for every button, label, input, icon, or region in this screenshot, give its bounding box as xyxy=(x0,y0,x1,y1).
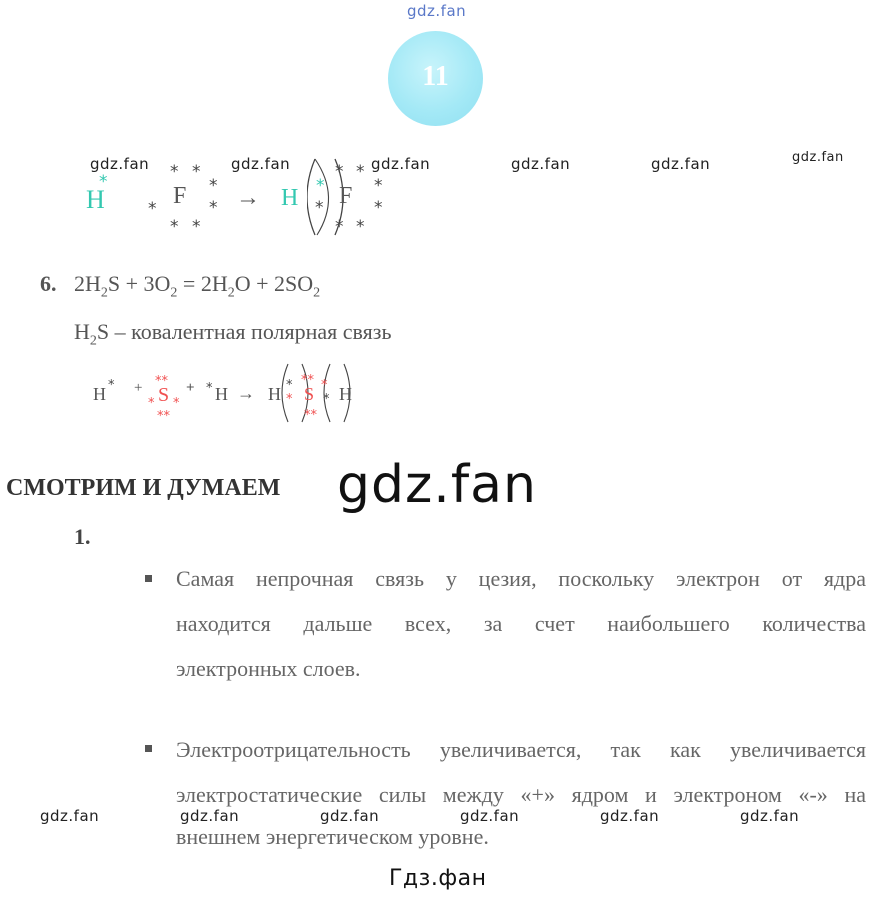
sulfur-electron: * xyxy=(148,396,155,411)
section-heading: СМОТРИМ И ДУМАЕМ xyxy=(6,475,281,501)
hydrogen-electron: * xyxy=(99,172,108,192)
watermark: gdz.fan xyxy=(180,807,240,825)
bullet-marker xyxy=(145,575,152,582)
text-line: внешнем энергетическом уровне. xyxy=(176,824,489,849)
watermark: gdz.fan xyxy=(90,155,150,173)
hydrogen-symbol: H xyxy=(93,384,106,404)
shared-electron: * xyxy=(321,378,328,393)
fluorine-electron: * xyxy=(356,162,365,182)
watermark: gdz.fan xyxy=(792,150,844,165)
watermark: gdz.fan xyxy=(460,807,520,825)
fluorine-electron: * xyxy=(170,217,179,237)
sulfur-electrons: ** xyxy=(304,408,317,423)
arrow: → xyxy=(236,185,260,211)
watermark-top: gdz.fan xyxy=(407,2,467,20)
bond-type-line: $H_2S$ – ковалентная полярная связь xyxy=(74,319,392,349)
plus-sign: + xyxy=(134,380,143,396)
text-line: Самая непрочная связь у цезия, поскольку электрон от ядра xyxy=(176,566,866,591)
watermark: gdz.fan xyxy=(320,807,380,825)
watermark: gdz.fan xyxy=(740,807,800,825)
sulfur-electron: * xyxy=(173,396,180,411)
sulfur-electrons: ** xyxy=(157,409,170,424)
fluorine-electron: * xyxy=(170,162,179,182)
hydrogen-symbol: H xyxy=(215,384,228,404)
page-number: 11 xyxy=(422,61,449,92)
watermark: gdz.fan xyxy=(600,807,660,825)
sulfur-electrons: ** xyxy=(155,374,168,389)
plus-sign: + xyxy=(186,380,195,396)
arrow: → xyxy=(237,383,255,403)
hydrogen-electron: * xyxy=(206,381,213,396)
page-number-badge xyxy=(388,31,483,126)
fluorine-electron: * xyxy=(335,217,344,237)
fluorine-electron: * xyxy=(192,162,201,182)
hydrogen-symbol: H xyxy=(86,185,105,214)
shared-electron: * xyxy=(323,392,330,407)
shared-electron: * xyxy=(286,378,293,393)
watermark: gdz.fan xyxy=(511,155,571,173)
watermark: gdz.fan xyxy=(231,155,291,173)
bullet-marker xyxy=(145,745,152,752)
sulfur-symbol: S xyxy=(304,384,315,404)
fluorine-electron: * xyxy=(356,217,365,237)
watermark-bottom: Гдз.фан xyxy=(389,866,487,891)
fluorine-electron: * xyxy=(335,162,344,182)
hydrogen-symbol: H xyxy=(281,185,299,211)
text-line: находится дальше всех, за счет наибольшего количества xyxy=(176,611,866,636)
text-line: электростатические силы между «+» ядром и электроном «-» на xyxy=(176,782,866,807)
sulfur-electrons: ** xyxy=(301,373,314,388)
shared-electron: * xyxy=(286,392,293,407)
hydrogen-symbol: H xyxy=(339,384,352,404)
fluorine-electron: * xyxy=(374,198,383,218)
hydrogen-symbol: H xyxy=(268,384,281,404)
fluorine-electron: * xyxy=(374,176,383,196)
fluorine-symbol: F xyxy=(173,183,187,209)
fluorine-electron: * xyxy=(209,176,218,196)
shared-electron: * xyxy=(315,198,324,218)
text-line: Электроотрицательность увеличивается, так как увеличивается xyxy=(176,737,866,762)
watermark: gdz.fan xyxy=(40,807,100,825)
watermark: gdz.fan xyxy=(371,155,431,173)
text-line: электронных слоев. xyxy=(176,656,361,681)
sulfur-symbol: S xyxy=(158,384,170,406)
task-number: 6. xyxy=(40,271,57,296)
hydrogen-electron: * xyxy=(108,378,115,393)
fluorine-symbol: F xyxy=(339,183,353,209)
fluorine-electron: * xyxy=(192,217,201,237)
shared-electron: * xyxy=(316,176,325,196)
fluorine-electron: * xyxy=(209,198,218,218)
watermark: gdz.fan xyxy=(651,155,711,173)
item-number: 1. xyxy=(74,524,91,549)
fluorine-electron: * xyxy=(148,199,157,219)
watermark-large: gdz.fan xyxy=(337,455,537,515)
reaction-equation: $2H_2S + 3O_2 = 2H_2O + 2SO_2$ xyxy=(74,271,321,301)
